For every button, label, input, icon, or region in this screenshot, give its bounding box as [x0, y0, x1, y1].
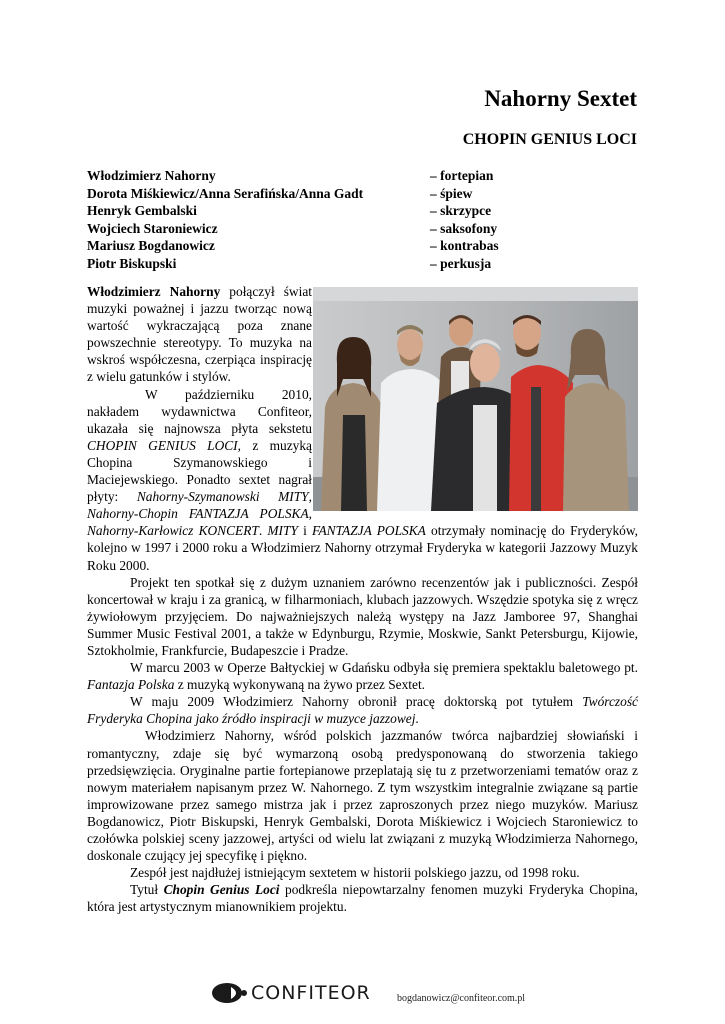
confiteor-logo-icon [211, 982, 247, 1004]
musician-role: – fortepian [430, 168, 494, 183]
album-title: MITY [267, 523, 298, 539]
paragraph: Projekt ten spotkał się z dużym uznaniem zarówno recenzentów jak i publiczności. Zespół koncertował w kraju i za granicą, w filharmoniach, klubach jazzowych. Wszędzie spotyka się z wręcz żywiołowym przyjęciem. Do najważniejszych należą występy na Jazz Jamboree 97, Shanghai Summer Music Festival 2001, a także w Edynburgu, Rzymie, Moskwie, Sankt Petersburgu, Kijowie, Sztokholmie, Frankfurcie, Budapeszcie i Pradze. [87, 574, 638, 658]
musician-name: Henryk Gembalski [87, 203, 197, 219]
album-title: Nahorny-Szymanowski MITY [136, 489, 309, 505]
page-subtitle: CHOPIN GENIUS LOCI [462, 131, 637, 148]
paragraph: W październiku 2010, nakładem wydawnictwa Confiteor, ukazała się najnowsza płyta sekstetu CHOPIN GENIUS LOCI, z muzyką Chopina Szymanowskiego i Maciejewskiego. Ponadto sextet nagrał płyty: Nahorny-Szymanowski MITY, Nahorny-Chopin FANTAZJA POLSKA, Nahorny-Karłowicz KONCERT. MITY i FANTAZJA POLSKA otrzymały nominację do Fryderyków, kolejno w 1997 i 2000 roku a Włodzimierz Nahorny otrzymał Fryderyka w kategorii Jazzowy Muzyk Roku 2000. [87, 386, 639, 573]
album-title: Nahorny-Chopin FANTAZJA POLSKA [87, 506, 309, 522]
musician-role: – skrzypce [430, 203, 492, 219]
musician-name: Dorota Miśkiewicz/Anna Serafińska/Anna Gadt [87, 185, 364, 201]
roster-row [87, 255, 647, 273]
musician-name: Włodzimierz Nahorny [87, 168, 216, 183]
musician-name: Wojciech Staroniewicz [87, 220, 218, 236]
roster-row [87, 167, 647, 185]
roster-row [87, 202, 647, 220]
musician-role: – kontrabas [430, 238, 499, 254]
musician-role: – śpiew [430, 185, 473, 201]
album-title: FANTAZJA POLSKA [312, 523, 426, 539]
paragraph: Włodzimierz Nahorny połączył świat muzyki poważnej i jazzu tworząc nową wartość wykraczającą poza znane powszechnie stereotypy. To muzyka na wskroś współczesna, czerpiąca inspirację z wielu gatunków i stylów. [87, 284, 312, 385]
paragraph: Zespół jest najdłużej istniejącym sextetem w historii polskiego jazzu, od 1998 roku. [130, 865, 580, 881]
musician-name: Piotr Biskupski [87, 255, 177, 271]
intro-name: Włodzimierz Nahorny [87, 284, 221, 299]
logo-text: CONFITEOR [251, 982, 371, 1004]
paragraph: W maju 2009 Włodzimierz Nahorny obronił pracę doktorską pot tytułem Twórczość Fryderyka Chopina jako źródło inspiracji w muzyce jazzowej. [87, 694, 638, 727]
thesis-title: Twórczość Fryderyka Chopina jako źródło inspiracji w muzyce jazzowej [87, 694, 638, 727]
project-title: Chopin Genius Loci [163, 882, 280, 898]
photo-spacer [312, 283, 638, 511]
musician-role: – saksofony [430, 220, 498, 236]
page-title: Nahorny Sextet [484, 86, 637, 111]
roster-row [87, 220, 647, 238]
album-title: CHOPIN GENIUS LOCI [87, 437, 238, 453]
paragraph: W marcu 2003 w Operze Bałtyckiej w Gdańsku odbyła się premiera spektaklu baletowego pt. Fantazja Polska z muzyką wykonywaną na żywo przez Sextet. [87, 660, 638, 693]
roster-row [87, 185, 647, 203]
body-text [87, 283, 638, 915]
confiteor-logo [211, 980, 371, 1006]
work-title: Fantazja Polska [87, 677, 175, 693]
paragraph: Tytuł Chopin Genius Loci podkreśla niepowtarzalny fenomen muzyki Fryderyka Chopina, która jest artystycznym mianownikiem projektu. [87, 882, 638, 915]
album-title: Nahorny-Karłowicz KONCERT [87, 523, 259, 539]
musician-role: – perkusja [430, 255, 492, 271]
contact-email[interactable]: bogdanowicz@confiteor.com.pl [397, 993, 526, 1004]
roster-row [87, 237, 647, 255]
paragraph: Włodzimierz Nahorny, wśród polskich jazzmanów twórca najbardziej słowiański i romantyczny, zdaje się być wymarzoną osobą predysponowaną do stworzenia takiego przedsięwzięcia. Oryginalne partie fortepianowe przeplatają się tu z przetworzeniami tematów oraz z nowym materiałem napisanym przez W. Nahornego. Z tym wszystkim integralnie związane są partie improwizowane przez samego mistrza jak i przez zaproszonych przez niego muzyków. Mariusz Bogdanowicz, Piotr Biskupski, Henryk Gembalski, Dorota Miśkiewicz i Wojciech Staroniewicz to czołówka polskiej sceny jazzowej, artyści od wielu lat związani z muzyką Włodzimierza Nahornego, doskonale czujący jej specyfikę i piękno. [87, 728, 638, 864]
musician-name: Mariusz Bogdanowicz [87, 238, 215, 254]
musician-roster [87, 167, 647, 273]
